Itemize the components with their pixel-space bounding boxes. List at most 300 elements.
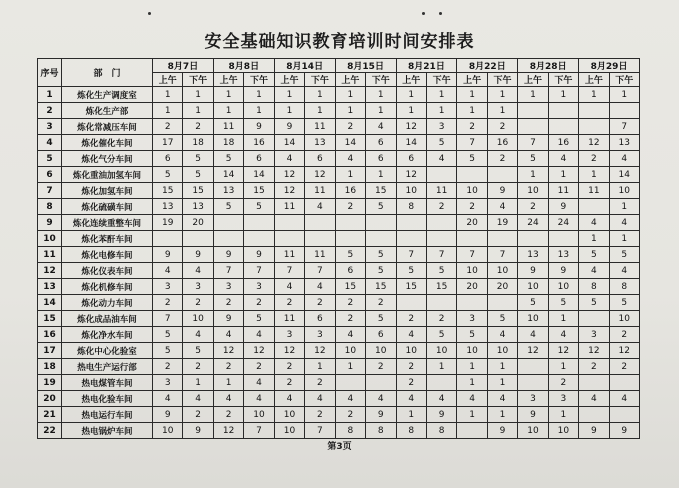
attendee-count-cell [426, 215, 456, 231]
department-name: 炼化重油加氢车间 [62, 167, 153, 183]
attendee-count-cell: 5 [548, 295, 578, 311]
attendee-count-cell: 15 [335, 279, 365, 295]
attendee-count-cell: 2 [153, 295, 183, 311]
morning-header: 上午 [518, 73, 548, 87]
table-row [38, 135, 640, 151]
attendee-count-cell [396, 215, 426, 231]
attendee-count-cell: 9 [518, 263, 548, 279]
attendee-count-cell [609, 103, 639, 119]
attendee-count-cell: 12 [305, 167, 335, 183]
attendee-count-cell: 9 [213, 311, 243, 327]
attendee-count-cell: 8 [396, 423, 426, 439]
attendee-count-cell: 2 [244, 359, 274, 375]
afternoon-header: 下午 [426, 73, 456, 87]
attendee-count-cell: 1 [457, 375, 487, 391]
table-row [38, 247, 640, 263]
attendee-count-cell: 4 [366, 119, 396, 135]
attendee-count-cell: 16 [548, 135, 578, 151]
attendee-count-cell: 12 [274, 343, 304, 359]
attendee-count-cell: 5 [426, 327, 456, 343]
morning-header: 上午 [274, 73, 304, 87]
attendee-count-cell: 6 [366, 327, 396, 343]
attendee-count-cell: 11 [305, 119, 335, 135]
attendee-count-cell: 5 [579, 247, 609, 263]
row-number: 15 [38, 311, 62, 327]
attendee-count-cell: 9 [274, 119, 304, 135]
attendee-count-cell: 10 [518, 183, 548, 199]
morning-header: 上午 [335, 73, 365, 87]
attendee-count-cell: 1 [335, 87, 365, 103]
attendee-count-cell: 14 [274, 135, 304, 151]
attendee-count-cell: 20 [457, 279, 487, 295]
attendee-count-cell [366, 231, 396, 247]
row-number: 1 [38, 87, 62, 103]
attendee-count-cell: 7 [518, 135, 548, 151]
row-number: 7 [38, 183, 62, 199]
attendee-count-cell: 1 [305, 103, 335, 119]
attendee-count-cell: 1 [305, 359, 335, 375]
attendee-count-cell: 1 [579, 167, 609, 183]
attendee-count-cell: 9 [244, 247, 274, 263]
attendee-count-cell: 7 [244, 263, 274, 279]
attendee-count-cell: 5 [366, 263, 396, 279]
attendee-count-cell: 8 [366, 423, 396, 439]
attendee-count-cell: 4 [579, 215, 609, 231]
attendee-count-cell: 6 [396, 151, 426, 167]
morning-header: 上午 [579, 73, 609, 87]
attendee-count-cell: 1 [487, 359, 517, 375]
attendee-count-cell [335, 231, 365, 247]
attendee-count-cell: 12 [579, 135, 609, 151]
attendee-count-cell: 4 [366, 391, 396, 407]
row-number: 19 [38, 375, 62, 391]
attendee-count-cell: 2 [548, 375, 578, 391]
attendee-count-cell: 1 [457, 407, 487, 423]
attendee-count-cell: 2 [396, 375, 426, 391]
attendee-count-cell: 5 [457, 327, 487, 343]
row-number: 6 [38, 167, 62, 183]
attendee-count-cell: 7 [396, 247, 426, 263]
attendee-count-cell: 2 [366, 295, 396, 311]
row-number: 12 [38, 263, 62, 279]
table-row [38, 311, 640, 327]
attendee-count-cell: 18 [183, 135, 213, 151]
attendee-count-cell: 5 [183, 167, 213, 183]
attendee-count-cell: 4 [487, 199, 517, 215]
attendee-count-cell: 9 [548, 263, 578, 279]
attendee-count-cell: 12 [274, 167, 304, 183]
attendee-count-cell: 14 [244, 167, 274, 183]
table-row [38, 295, 640, 311]
row-number: 18 [38, 359, 62, 375]
attendee-count-cell: 1 [335, 167, 365, 183]
attendee-count-cell: 9 [213, 247, 243, 263]
date-header: 8月28日 [518, 59, 579, 73]
attendee-count-cell: 2 [579, 359, 609, 375]
attendee-count-cell: 1 [548, 407, 578, 423]
attendee-count-cell: 10 [183, 311, 213, 327]
department-name: 炼化生产调度室 [62, 87, 153, 103]
attendee-count-cell: 12 [518, 343, 548, 359]
attendee-count-cell [518, 231, 548, 247]
attendee-count-cell: 10 [366, 343, 396, 359]
attendee-count-cell: 6 [244, 151, 274, 167]
table-row [38, 151, 640, 167]
attendee-count-cell: 4 [548, 327, 578, 343]
attendee-count-cell: 6 [366, 135, 396, 151]
attendee-count-cell: 14 [609, 167, 639, 183]
attendee-count-cell: 4 [213, 327, 243, 343]
attendee-count-cell: 4 [579, 263, 609, 279]
morning-header: 上午 [396, 73, 426, 87]
attendee-count-cell [366, 375, 396, 391]
table-row [38, 119, 640, 135]
attendee-count-cell: 2 [274, 359, 304, 375]
department-name: 炼化连续重整车间 [62, 215, 153, 231]
attendee-count-cell: 4 [609, 391, 639, 407]
attendee-count-cell [579, 407, 609, 423]
attendee-count-cell: 10 [153, 423, 183, 439]
afternoon-header: 下午 [487, 73, 517, 87]
row-number: 11 [38, 247, 62, 263]
attendee-count-cell: 7 [457, 135, 487, 151]
row-number: 16 [38, 327, 62, 343]
department-name: 炼化机修车间 [62, 279, 153, 295]
attendee-count-cell: 24 [518, 215, 548, 231]
table-row [38, 263, 640, 279]
attendee-count-cell: 4 [548, 151, 578, 167]
attendee-count-cell: 9 [609, 423, 639, 439]
table-row [38, 343, 640, 359]
attendee-count-cell: 1 [426, 359, 456, 375]
table-row [38, 199, 640, 215]
attendee-count-cell [153, 231, 183, 247]
attendee-count-cell: 2 [457, 199, 487, 215]
attendee-count-cell: 18 [213, 135, 243, 151]
attendee-count-cell: 2 [183, 359, 213, 375]
attendee-count-cell: 4 [213, 391, 243, 407]
attendee-count-cell: 9 [579, 423, 609, 439]
attendee-count-cell: 3 [457, 311, 487, 327]
row-number: 21 [38, 407, 62, 423]
attendee-count-cell [548, 103, 578, 119]
attendee-count-cell: 3 [579, 327, 609, 343]
department-name: 炼化成品油车间 [62, 311, 153, 327]
attendee-count-cell: 8 [335, 423, 365, 439]
attendee-count-cell: 10 [335, 343, 365, 359]
attendee-count-cell [335, 375, 365, 391]
attendee-count-cell [244, 215, 274, 231]
attendee-count-cell: 2 [213, 295, 243, 311]
table-row [38, 423, 640, 439]
attendee-count-cell: 5 [396, 263, 426, 279]
attendee-count-cell: 12 [244, 343, 274, 359]
attendee-count-cell: 12 [274, 183, 304, 199]
attendee-count-cell: 12 [548, 343, 578, 359]
attendee-count-cell: 2 [609, 327, 639, 343]
attendee-count-cell: 1 [396, 407, 426, 423]
attendee-count-cell: 4 [579, 391, 609, 407]
attendee-count-cell: 1 [487, 375, 517, 391]
attendee-count-cell: 3 [213, 279, 243, 295]
attendee-count-cell: 1 [487, 103, 517, 119]
attendee-count-cell: 4 [426, 151, 456, 167]
page-number: 第3页 [327, 442, 352, 452]
attendee-count-cell: 2 [426, 199, 456, 215]
document-title: 安全基础知识教育培训时间安排表 [204, 32, 475, 52]
attendee-count-cell: 10 [518, 279, 548, 295]
department-name: 炼化加氢车间 [62, 183, 153, 199]
date-header: 8月21日 [396, 59, 457, 73]
attendee-count-cell: 10 [548, 279, 578, 295]
attendee-count-cell: 12 [609, 343, 639, 359]
afternoon-header: 下午 [305, 73, 335, 87]
attendee-count-cell: 19 [487, 215, 517, 231]
attendee-count-cell: 5 [579, 295, 609, 311]
attendee-count-cell: 10 [274, 423, 304, 439]
attendee-count-cell: 2 [213, 359, 243, 375]
attendee-count-cell: 1 [153, 103, 183, 119]
attendee-count-cell: 6 [335, 263, 365, 279]
attendee-count-cell: 19 [153, 215, 183, 231]
attendee-count-cell: 5 [244, 199, 274, 215]
attendee-count-cell: 7 [274, 263, 304, 279]
attendee-count-cell: 4 [274, 151, 304, 167]
table-row [38, 87, 640, 103]
row-number: 5 [38, 151, 62, 167]
attendee-count-cell: 5 [213, 199, 243, 215]
attendee-count-cell: 12 [396, 167, 426, 183]
department-name: 热电生产运行部 [62, 359, 153, 375]
attendee-count-cell [518, 103, 548, 119]
attendee-count-cell: 1 [183, 375, 213, 391]
attendee-count-cell [518, 359, 548, 375]
attendee-count-cell: 1 [335, 359, 365, 375]
attendee-count-cell [609, 407, 639, 423]
row-number: 10 [38, 231, 62, 247]
attendee-count-cell: 1 [153, 87, 183, 103]
attendee-count-cell: 2 [153, 359, 183, 375]
attendee-count-cell [426, 375, 456, 391]
attendee-count-cell: 2 [609, 359, 639, 375]
attendee-count-cell: 1 [548, 359, 578, 375]
row-number: 8 [38, 199, 62, 215]
department-name: 炼化中心化验室 [62, 343, 153, 359]
attendee-count-cell: 5 [487, 311, 517, 327]
table-row [38, 279, 640, 295]
attendee-count-cell: 20 [487, 279, 517, 295]
date-header: 8月22日 [457, 59, 518, 73]
attendee-count-cell: 12 [305, 343, 335, 359]
attendee-count-cell: 1 [548, 87, 578, 103]
attendee-count-cell [457, 231, 487, 247]
attendee-count-cell: 1 [487, 407, 517, 423]
attendee-count-cell: 2 [335, 119, 365, 135]
attendee-count-cell: 15 [366, 183, 396, 199]
attendee-count-cell: 12 [579, 343, 609, 359]
attendee-count-cell [487, 167, 517, 183]
attendee-count-cell: 4 [487, 327, 517, 343]
attendee-count-cell: 7 [305, 423, 335, 439]
attendee-count-cell: 13 [183, 199, 213, 215]
attendee-count-cell: 4 [305, 199, 335, 215]
attendee-count-cell: 1 [335, 103, 365, 119]
attendee-count-cell: 11 [274, 247, 304, 263]
attendee-count-cell: 1 [366, 87, 396, 103]
afternoon-header: 下午 [244, 73, 274, 87]
attendee-count-cell: 5 [153, 343, 183, 359]
attendee-count-cell: 1 [183, 87, 213, 103]
attendee-count-cell [366, 215, 396, 231]
attendee-count-cell: 9 [183, 423, 213, 439]
row-number: 3 [38, 119, 62, 135]
attendee-count-cell: 2 [183, 119, 213, 135]
attendee-count-cell: 1 [457, 103, 487, 119]
attendee-count-cell [579, 119, 609, 135]
attendee-count-cell: 1 [213, 375, 243, 391]
attendee-count-cell: 5 [153, 167, 183, 183]
attendee-count-cell: 9 [366, 407, 396, 423]
attendee-count-cell: 2 [244, 295, 274, 311]
department-name: 炼化电修车间 [62, 247, 153, 263]
attendee-count-cell: 10 [457, 343, 487, 359]
attendee-count-cell [487, 231, 517, 247]
attendee-count-cell: 10 [457, 183, 487, 199]
attendee-count-cell: 16 [244, 135, 274, 151]
attendee-count-cell: 3 [426, 119, 456, 135]
attendee-count-cell: 8 [579, 279, 609, 295]
attendee-count-cell: 1 [213, 87, 243, 103]
attendee-count-cell: 11 [213, 119, 243, 135]
attendee-count-cell: 10 [518, 423, 548, 439]
attendee-count-cell: 10 [518, 311, 548, 327]
attendee-count-cell [548, 231, 578, 247]
attendee-count-cell: 5 [426, 135, 456, 151]
row-number: 14 [38, 295, 62, 311]
punch-mark [148, 12, 151, 15]
morning-header: 上午 [457, 73, 487, 87]
attendee-count-cell: 6 [153, 151, 183, 167]
table-row [38, 375, 640, 391]
attendee-count-cell: 4 [305, 391, 335, 407]
attendee-count-cell: 5 [457, 151, 487, 167]
table-row [38, 167, 640, 183]
attendee-count-cell: 1 [609, 231, 639, 247]
attendee-count-cell: 10 [244, 407, 274, 423]
table-row [38, 103, 640, 119]
attendee-count-cell: 2 [305, 375, 335, 391]
attendee-count-cell: 2 [305, 407, 335, 423]
attendee-count-cell: 4 [244, 375, 274, 391]
attendee-count-cell: 3 [518, 391, 548, 407]
department-name: 炼化常减压车间 [62, 119, 153, 135]
attendee-count-cell [213, 231, 243, 247]
afternoon-header: 下午 [609, 73, 639, 87]
row-number: 17 [38, 343, 62, 359]
attendee-count-cell: 9 [153, 247, 183, 263]
attendee-count-cell: 13 [305, 135, 335, 151]
attendee-count-cell: 12 [213, 423, 243, 439]
attendee-count-cell: 11 [274, 311, 304, 327]
attendee-count-cell: 5 [609, 295, 639, 311]
table-row [38, 327, 640, 343]
attendee-count-cell: 5 [518, 151, 548, 167]
attendee-count-cell: 11 [305, 247, 335, 263]
attendee-count-cell: 1 [366, 167, 396, 183]
attendee-count-cell [609, 375, 639, 391]
attendee-count-cell: 10 [609, 183, 639, 199]
table-row [38, 407, 640, 423]
attendee-count-cell: 15 [183, 183, 213, 199]
attendee-count-cell: 2 [487, 119, 517, 135]
attendee-count-cell: 17 [153, 135, 183, 151]
attendee-count-cell: 1 [579, 231, 609, 247]
attendee-count-cell: 4 [183, 263, 213, 279]
department-name: 炼化净水车间 [62, 327, 153, 343]
attendee-count-cell: 1 [579, 87, 609, 103]
attendee-count-cell: 1 [426, 103, 456, 119]
attendee-count-cell: 1 [548, 167, 578, 183]
attendee-count-cell: 1 [183, 103, 213, 119]
department-name: 炼化仪表车间 [62, 263, 153, 279]
attendee-count-cell: 5 [183, 151, 213, 167]
attendee-count-cell: 4 [457, 391, 487, 407]
attendee-count-cell [244, 231, 274, 247]
attendee-count-cell: 20 [183, 215, 213, 231]
department-name: 炼化硫磺车间 [62, 199, 153, 215]
attendee-count-cell: 11 [579, 183, 609, 199]
attendee-count-cell: 2 [518, 199, 548, 215]
attendee-count-cell: 5 [609, 247, 639, 263]
attendee-count-cell: 1 [609, 87, 639, 103]
attendee-count-cell: 11 [305, 183, 335, 199]
schedule-table [37, 58, 640, 439]
attendee-count-cell: 14 [213, 167, 243, 183]
attendee-count-cell: 5 [366, 199, 396, 215]
attendee-count-cell: 7 [213, 263, 243, 279]
attendee-count-cell [457, 167, 487, 183]
attendee-count-cell: 8 [609, 279, 639, 295]
attendee-count-cell: 4 [487, 391, 517, 407]
attendee-count-cell: 15 [426, 279, 456, 295]
attendee-count-cell: 10 [396, 183, 426, 199]
attendee-count-cell: 1 [274, 103, 304, 119]
attendee-count-cell: 3 [183, 279, 213, 295]
attendee-count-cell: 4 [609, 151, 639, 167]
attendee-count-cell: 1 [518, 167, 548, 183]
attendee-count-cell [426, 231, 456, 247]
attendee-count-cell [487, 295, 517, 311]
attendee-count-cell [274, 215, 304, 231]
row-number: 9 [38, 215, 62, 231]
attendee-count-cell: 4 [244, 391, 274, 407]
attendee-count-cell: 4 [335, 151, 365, 167]
attendee-count-cell: 4 [183, 327, 213, 343]
attendee-count-cell: 15 [366, 279, 396, 295]
attendee-count-cell: 4 [609, 263, 639, 279]
attendee-count-cell: 7 [457, 247, 487, 263]
department-name: 热电煤管车间 [62, 375, 153, 391]
row-number: 4 [38, 135, 62, 151]
attendee-count-cell: 2 [335, 295, 365, 311]
attendee-count-cell: 6 [366, 151, 396, 167]
dept-header: 部 门 [62, 59, 153, 87]
date-header: 8月14日 [274, 59, 335, 73]
attendee-count-cell: 3 [153, 279, 183, 295]
attendee-count-cell: 2 [396, 359, 426, 375]
attendee-count-cell: 2 [335, 199, 365, 215]
attendee-count-cell: 2 [426, 311, 456, 327]
